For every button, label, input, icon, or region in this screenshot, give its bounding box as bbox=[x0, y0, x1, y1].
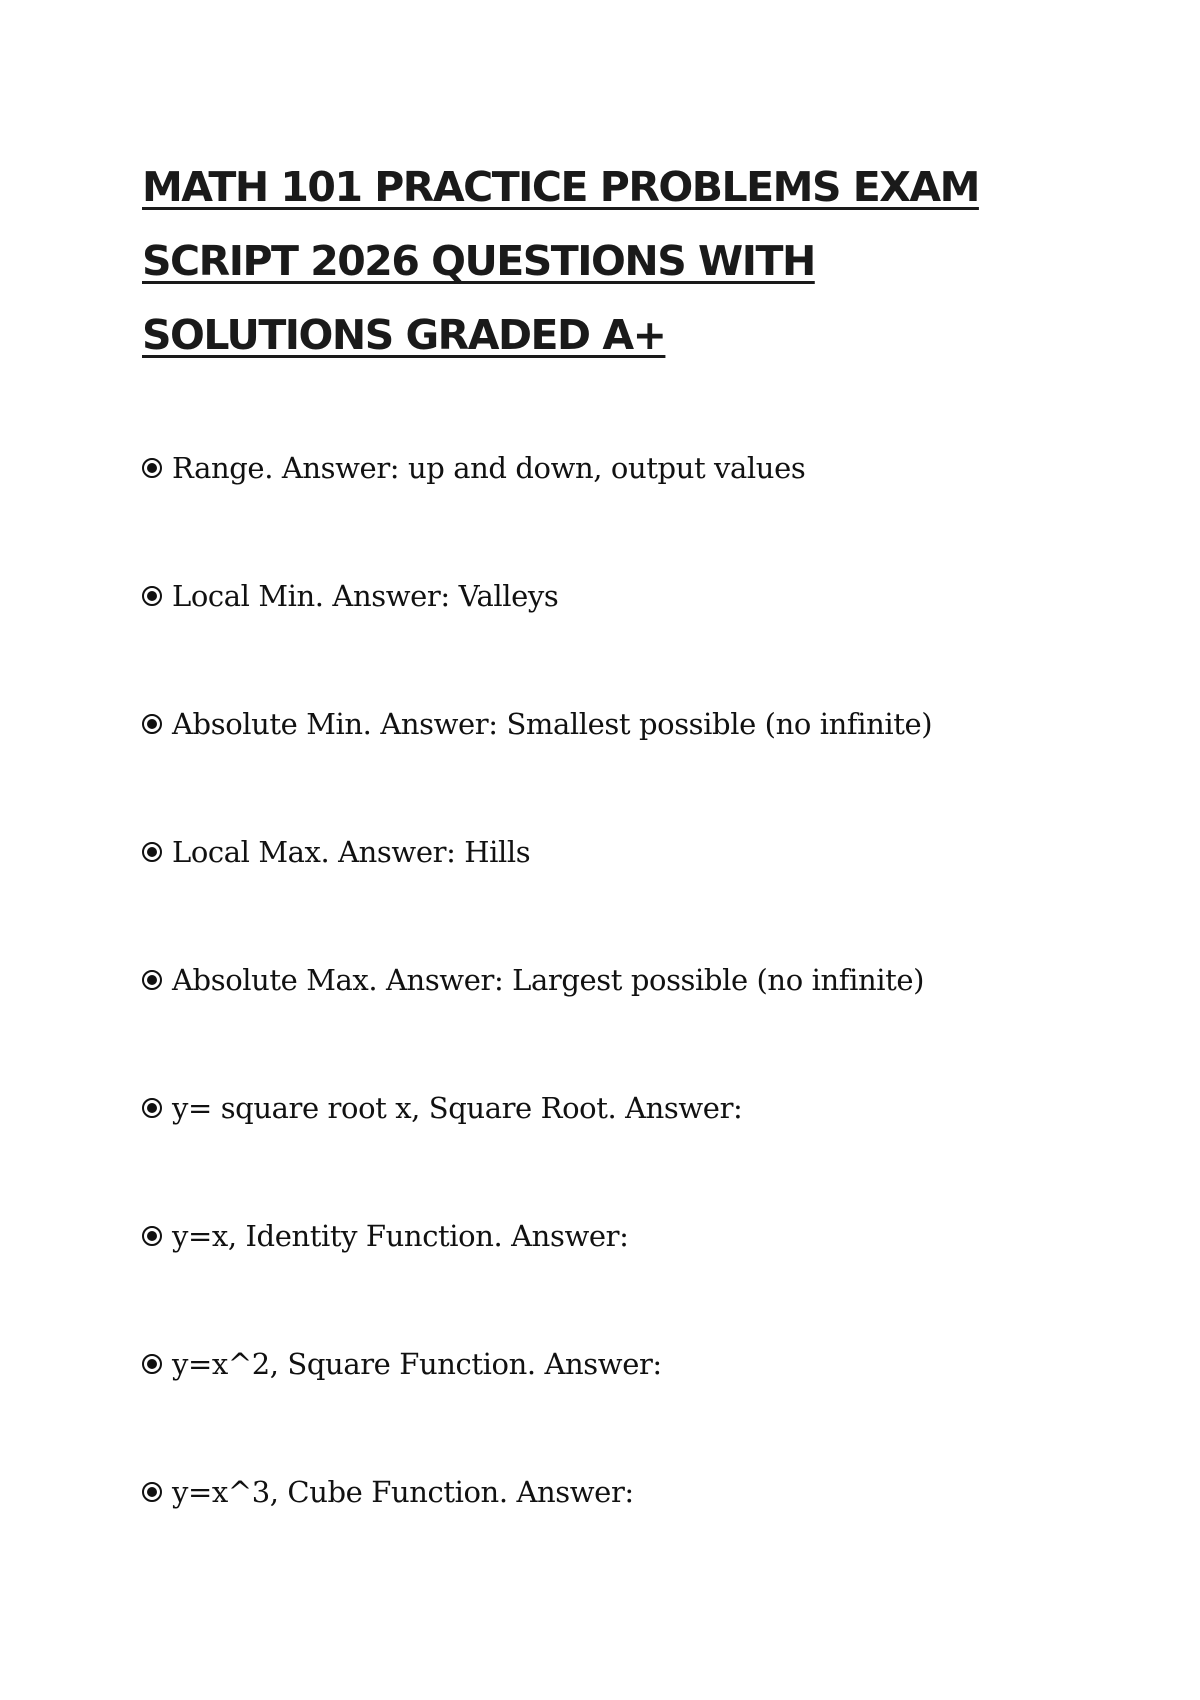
qa-item bbox=[142, 836, 1102, 868]
radio-bullet-icon bbox=[142, 1098, 162, 1118]
radio-bullet-icon bbox=[142, 714, 162, 734]
radio-bullet-icon bbox=[142, 458, 162, 478]
qa-text: Absolute Max. Answer: Largest possible (no infinite) bbox=[172, 963, 925, 997]
qa-text: y= square root x, Square Root. Answer: bbox=[172, 1091, 743, 1125]
radio-bullet-icon bbox=[142, 1482, 162, 1502]
radio-bullet-icon bbox=[142, 842, 162, 862]
radio-bullet-icon bbox=[142, 1226, 162, 1246]
qa-text: y=x^2, Square Function. Answer: bbox=[172, 1347, 662, 1381]
qa-item bbox=[142, 1092, 1102, 1124]
document-title: MATH 101 PRACTICE PROBLEMS EXAM SCRIPT 2026 QUESTIONS WITH SOLUTIONS GRADED A+ bbox=[142, 163, 979, 359]
qa-item bbox=[142, 452, 1102, 484]
qa-item bbox=[142, 1476, 1102, 1508]
qa-item bbox=[142, 580, 1102, 612]
radio-bullet-icon bbox=[142, 586, 162, 606]
qa-list bbox=[142, 452, 1102, 1604]
qa-text: Absolute Min. Answer: Smallest possible (no infinite) bbox=[172, 707, 933, 741]
qa-item bbox=[142, 708, 1102, 740]
qa-item bbox=[142, 1348, 1102, 1380]
qa-text: Local Min. Answer: Valleys bbox=[172, 579, 559, 613]
qa-text: Range. Answer: up and down, output values bbox=[172, 451, 806, 485]
qa-text: y=x^3, Cube Function. Answer: bbox=[172, 1475, 634, 1509]
qa-text: Local Max. Answer: Hills bbox=[172, 835, 531, 869]
qa-item bbox=[142, 964, 1102, 996]
radio-bullet-icon bbox=[142, 1354, 162, 1374]
qa-item bbox=[142, 1220, 1102, 1252]
radio-bullet-icon bbox=[142, 970, 162, 990]
qa-text: y=x, Identity Function. Answer: bbox=[172, 1219, 629, 1253]
